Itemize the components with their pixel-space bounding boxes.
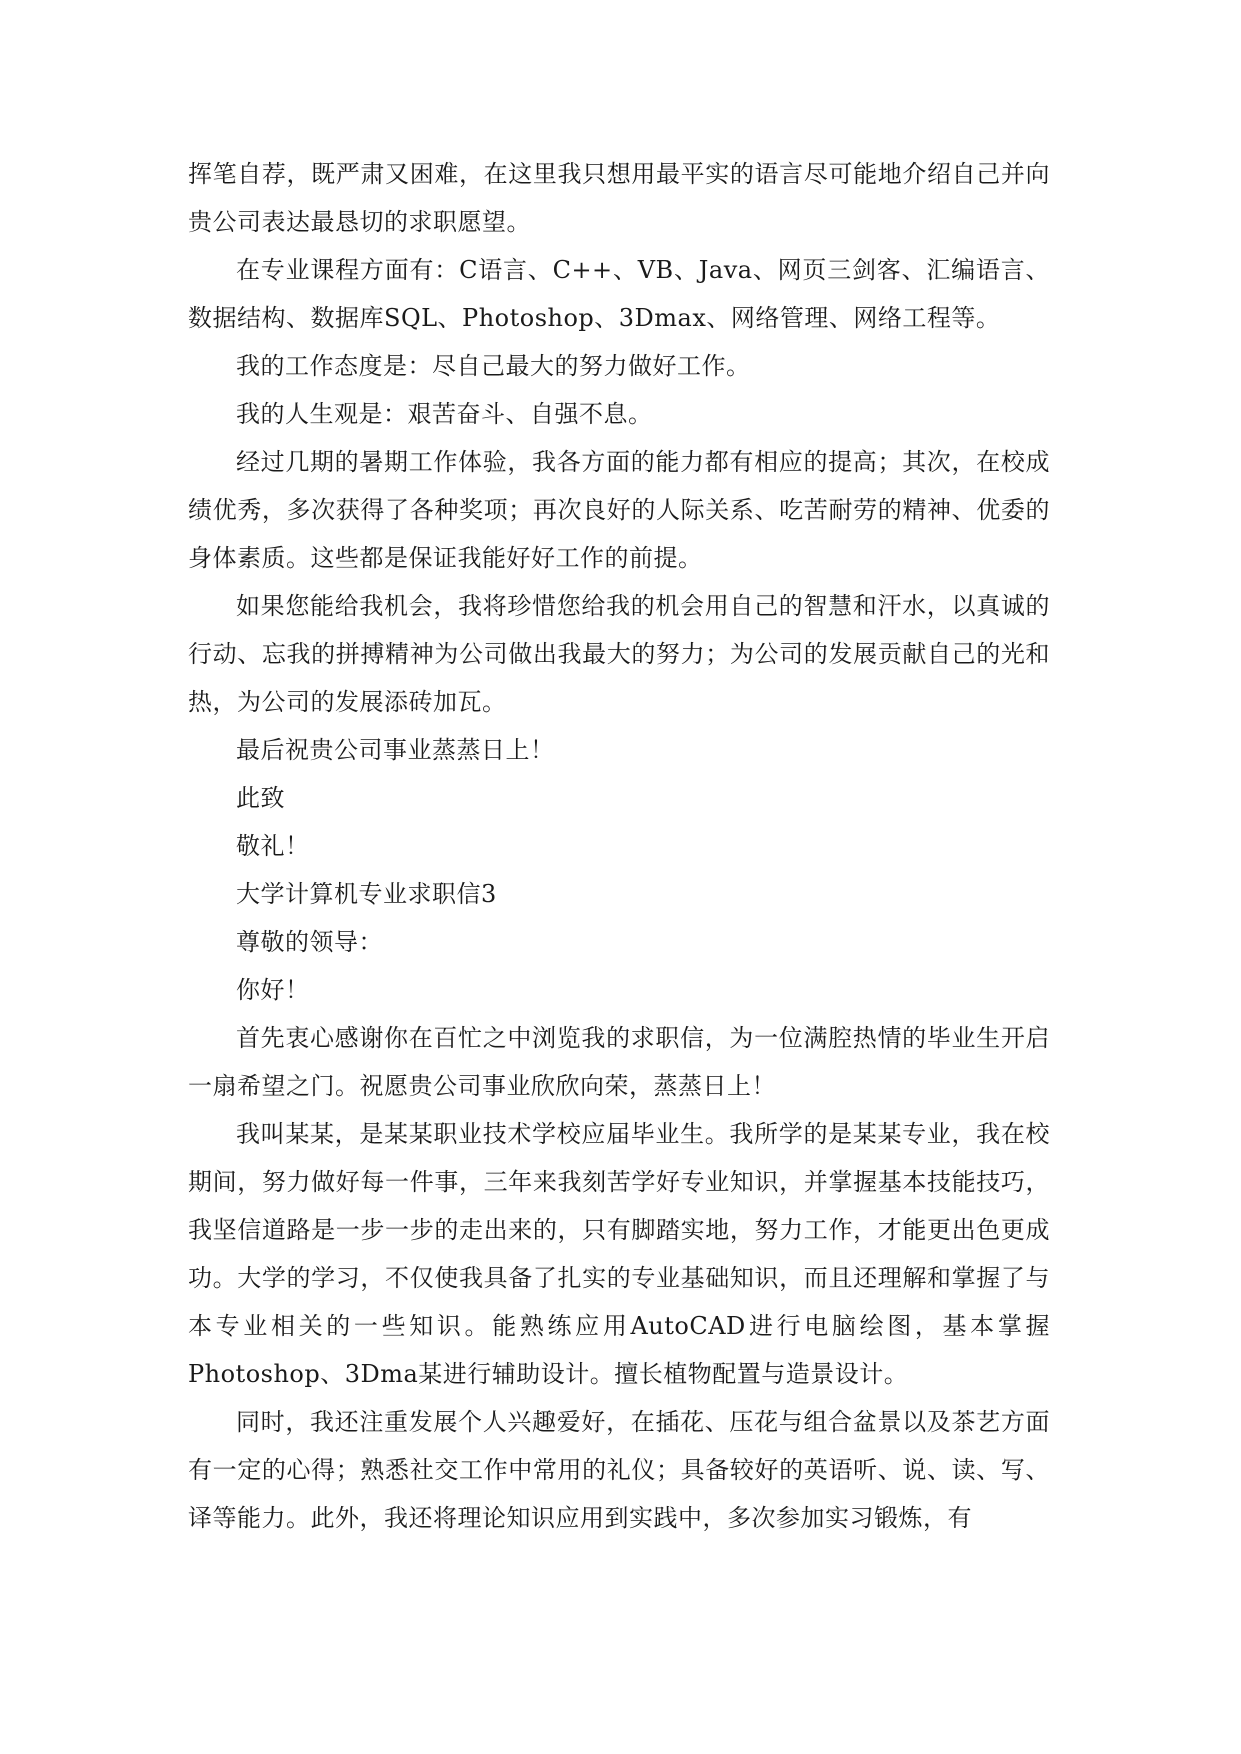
- paragraph: 我的人生观是：艰苦奋斗、自强不息。: [236, 400, 653, 428]
- paragraph: 挥笔自荐，既严肃又困难，在这里我只想用最平实的语言尽可能地介绍自己并向贵公司表达最恳切的求职愿望。: [188, 160, 1050, 236]
- paragraph: 同时，我还注重发展个人兴趣爱好，在插花、压花与组合盆景以及茶艺方面有一定的心得；熟悉社交工作中常用的礼仪；具备较好的英语听、说、读、写、译等能力。此外，我还将理论知识应用到实践中，多次参加实习锻炼，有: [188, 1408, 1050, 1532]
- paragraph: 经过几期的暑期工作体验，我各方面的能力都有相应的提高；其次，在校成绩优秀，多次获得了各种奖项；再次良好的人际关系、吃苦耐劳的精神、优委的身体素质。这些都是保证我能好好工作的前提。: [188, 448, 1050, 572]
- salutation-close: 此致: [236, 784, 285, 812]
- closing-wish: 最后祝贵公司事业蒸蒸日上！: [236, 736, 555, 764]
- paragraph: 在专业课程方面有：C语言、C++、VB、Java、网页三剑客、汇编语言、数据结构、数据库SQL、Photoshop、3Dmax、网络管理、网络工程等。: [188, 256, 1050, 332]
- greeting-recipient: 尊敬的领导：: [236, 928, 383, 956]
- paragraph: 我的工作态度是：尽自己最大的努力做好工作。: [236, 352, 751, 380]
- paragraph: 首先衷心感谢你在百忙之中浏览我的求职信，为一位满腔热情的毕业生开启一扇希望之门。祝愿贵公司事业欣欣向荣，蒸蒸日上！: [188, 1024, 1050, 1100]
- letter-body: [188, 150, 1050, 1542]
- section-title: 大学计算机专业求职信3: [236, 880, 497, 908]
- paragraph: 如果您能给我机会，我将珍惜您给我的机会用自己的智慧和汗水，以真诚的行动、忘我的拼搏精神为公司做出我最大的努力；为公司的发展贡献自己的光和热，为公司的发展添砖加瓦。: [188, 592, 1050, 716]
- greeting: 你好！: [236, 976, 310, 1004]
- salutation-regards: 敬礼！: [236, 832, 310, 860]
- paragraph: 我叫某某，是某某职业技术学校应届毕业生。我所学的是某某专业，我在校期间，努力做好每一件事，三年来我刻苦学好专业知识，并掌握基本技能技巧，我坚信道路是一步一步的走出来的，只有脚踏实地，努力工作，才能更出色更成功。大学的学习，不仅使我具备了扎实的专业基础知识，而且还理解和掌握了与本专业相关的一些知识。能熟练应用AutoCAD进行电脑绘图，基本掌握Photoshop、3Dma某进行辅助设计。擅长植物配置与造景设计。: [188, 1120, 1050, 1388]
